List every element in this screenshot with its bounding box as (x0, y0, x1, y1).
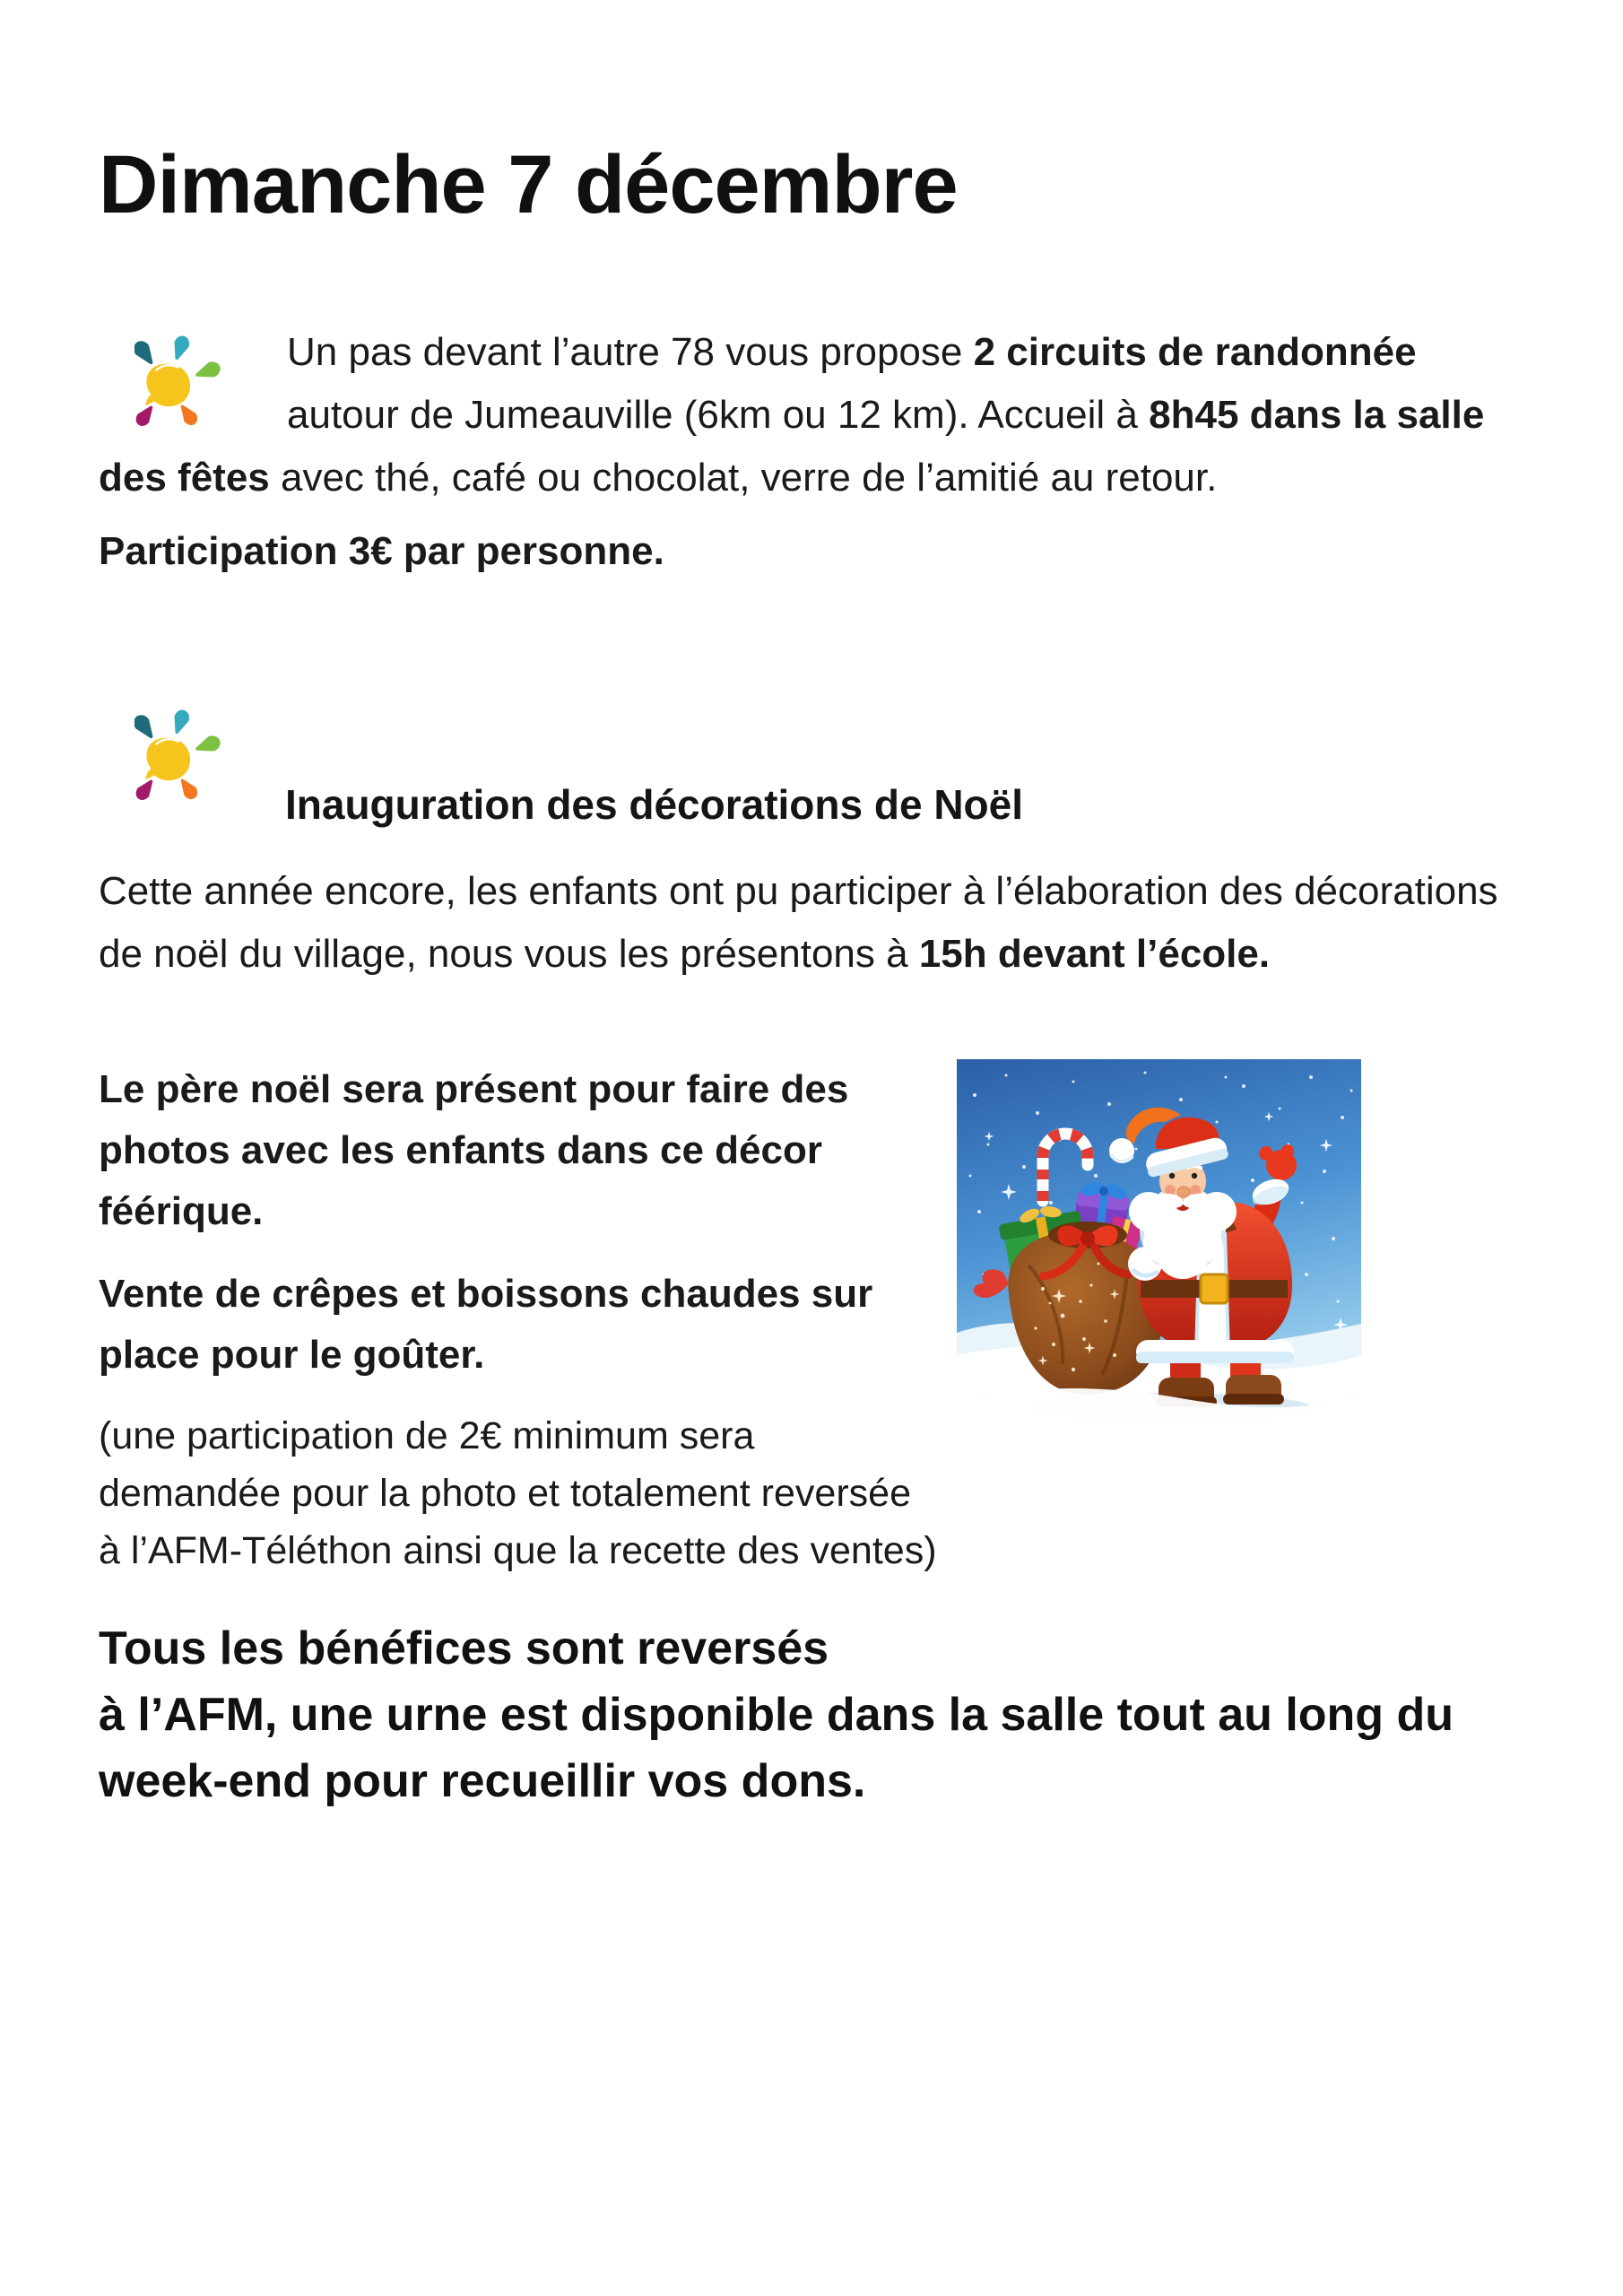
logo-petal-green-icon (193, 360, 221, 383)
text-run: Un pas devant l’autre 78 vous propose (287, 330, 974, 374)
logo-petal-darkteal-icon (135, 337, 159, 368)
text-run: avec thé, café ou chocolat, verre de l’amitié au retour. (269, 456, 1218, 500)
logo-petal-cyan-icon (169, 335, 192, 362)
telethon-rest: à l’AFM, une urne est disponible dans la salle tout au long du week-end pour recueillir vos dons. (99, 1689, 1454, 1807)
logo-petal-magenta-icon (135, 402, 158, 429)
section-randonnee (99, 321, 1524, 583)
section-inauguration-header (99, 709, 1524, 828)
section-heading-inauguration: Inauguration des décorations de Noël (285, 781, 1024, 828)
paragraph-inauguration (99, 860, 1524, 986)
paragraph-randonnee (99, 321, 1524, 509)
paragraph-participation: Participation 3€ par personne. (99, 529, 664, 573)
page-title: Dimanche 7 décembre (99, 139, 958, 230)
paragraph-participation-photo: (une participation de 2€ minimum sera demandée pour la photo et totalement reversée à l’AFM-Téléthon ainsi que la recette des ventes) (99, 1414, 937, 1572)
santa-illustration (957, 1059, 1361, 1429)
logo-petal-darkteal-icon (135, 711, 159, 742)
logo-petal-magenta-icon (135, 776, 158, 803)
text-run-bold: 8h45 dans la salle des fêtes (99, 393, 1485, 500)
left-text-column (99, 1059, 937, 1579)
text-run: Cette année encore, les enfants ont pu participer à l’élaboration des décorations de noël du village, nous vous les présentons à (99, 869, 1498, 976)
logo-petal-cyan-icon (169, 709, 192, 736)
text-run-bold: 2 circuits de randonnée (973, 330, 1417, 374)
telethon-line1: Tous les bénéfices sont reversés (99, 1622, 829, 1674)
logo-sun-center (146, 738, 190, 781)
logo-petal-green-icon (193, 734, 221, 757)
text-run: autour de Jumeauville (6km ou 12 km). Accueil à (287, 393, 1150, 437)
text-run-bold: 15h devant l’école. (918, 932, 1271, 976)
festival-sun-logo-icon (135, 335, 221, 430)
logo-sun-center (146, 364, 190, 407)
paragraph-pere-noel: Le père noël sera présent pour faire des photos avec les enfants dans ce décor féérique. (99, 1067, 849, 1233)
paragraph-telethon (99, 1615, 1524, 1814)
festival-sun-logo-icon (135, 709, 221, 804)
two-column-area (99, 1059, 1524, 1579)
logo-petal-orange-icon (176, 401, 200, 428)
logo-petal-orange-icon (176, 775, 200, 802)
paragraph-vente-crepes: Vente de crêpes et boissons chaudes sur place pour le goûter. (99, 1272, 873, 1377)
